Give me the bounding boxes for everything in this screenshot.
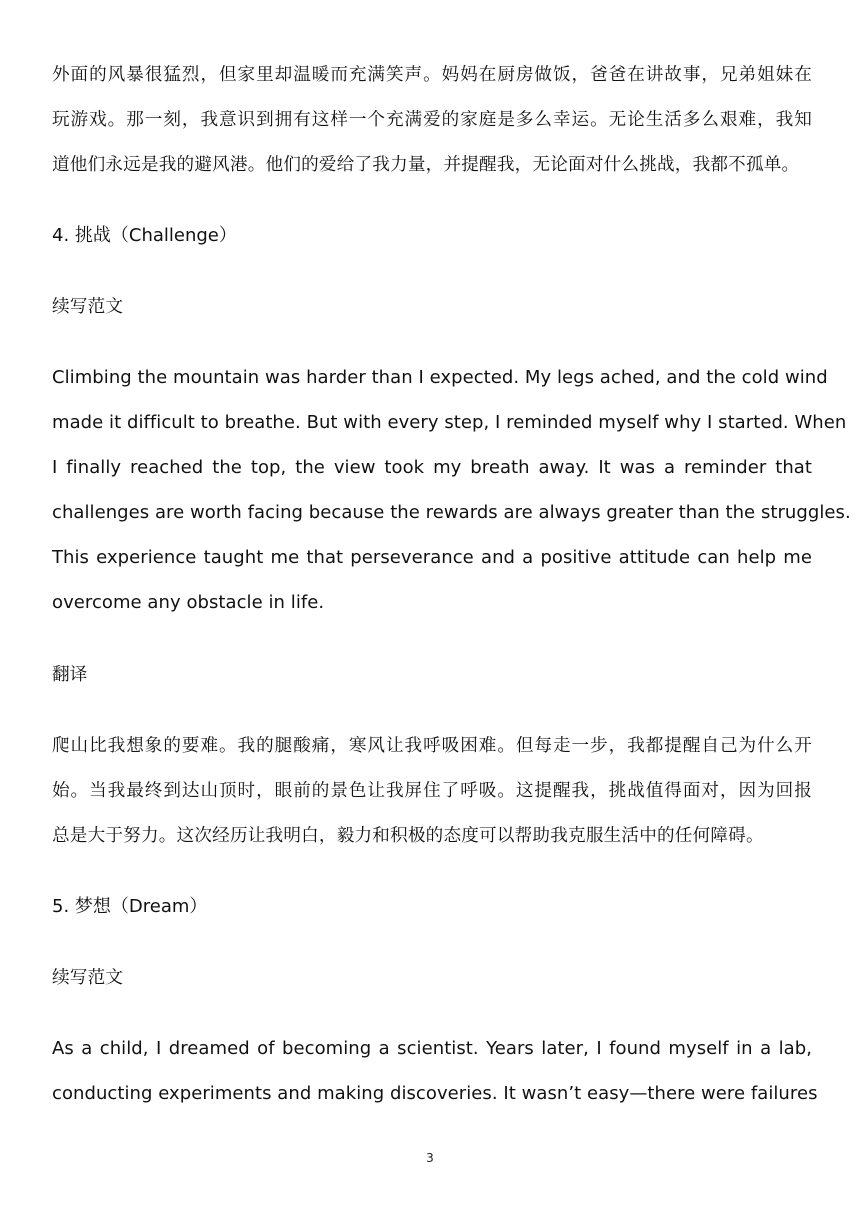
english-paragraph-line: challenges are worth facing because the rewards are always greater than the struggles. [52,502,851,523]
chinese-paragraph-line: 始。当我最终到达山顶时，眼前的景色让我屏住了呼吸。这提醒我，挑战值得面对，因为回报 [52,781,812,801]
chinese-paragraph-line: 爬山比我想象的要难。我的腿酸痛，寒风让我呼吸困难。但每走一步，我都提醒自己为什么开 [52,736,812,756]
chinese-paragraph-line: 总是大于努力。这次经历让我明白，毅力和积极的态度可以帮助我克服生活中的任何障碍。 [52,826,764,846]
english-paragraph-line: overcome any obstacle in life. [52,592,325,613]
paragraph-line: 外面的风暴很猛烈，但家里却温暖而充满笑声。妈妈在厨房做饭，爸爸在讲故事，兄弟姐妹在 [52,65,812,85]
english-paragraph-line: conducting experiments and making discoveries. It wasn’t easy—there were failures [52,1083,818,1104]
english-paragraph-line: made it difficult to breathe. But with every step, I reminded myself why I started. When [52,412,847,433]
english-paragraph-line: Climbing the mountain was harder than I expected. My legs ached, and the cold wind [52,367,828,388]
section-heading-challenge: 4. 挑战（Challenge） [52,225,237,246]
paragraph-line: 道他们永远是我的避风港。他们的爱给了我力量，并提醒我，无论面对什么挑战，我都不孤单。 [52,155,800,175]
english-paragraph-line: This experience taught me that perseverance and a positive attitude can help me [52,547,812,568]
sample-essay-label: 续写范文 [52,297,124,317]
paragraph-line: 玩游戏。那一刻，我意识到拥有这样一个充满爱的家庭是多么幸运。无论生活多么艰难，我知 [52,110,812,130]
page-number: 3 [426,1151,434,1165]
translation-label: 翻译 [52,665,88,685]
section-heading-dream: 5. 梦想（Dream） [52,896,208,917]
english-paragraph-line: I finally reached the top, the view took my breath away. It was a reminder that [52,457,812,478]
english-paragraph-line: As a child, I dreamed of becoming a scientist. Years later, I found myself in a lab, [52,1038,812,1059]
sample-essay-label: 续写范文 [52,968,124,988]
